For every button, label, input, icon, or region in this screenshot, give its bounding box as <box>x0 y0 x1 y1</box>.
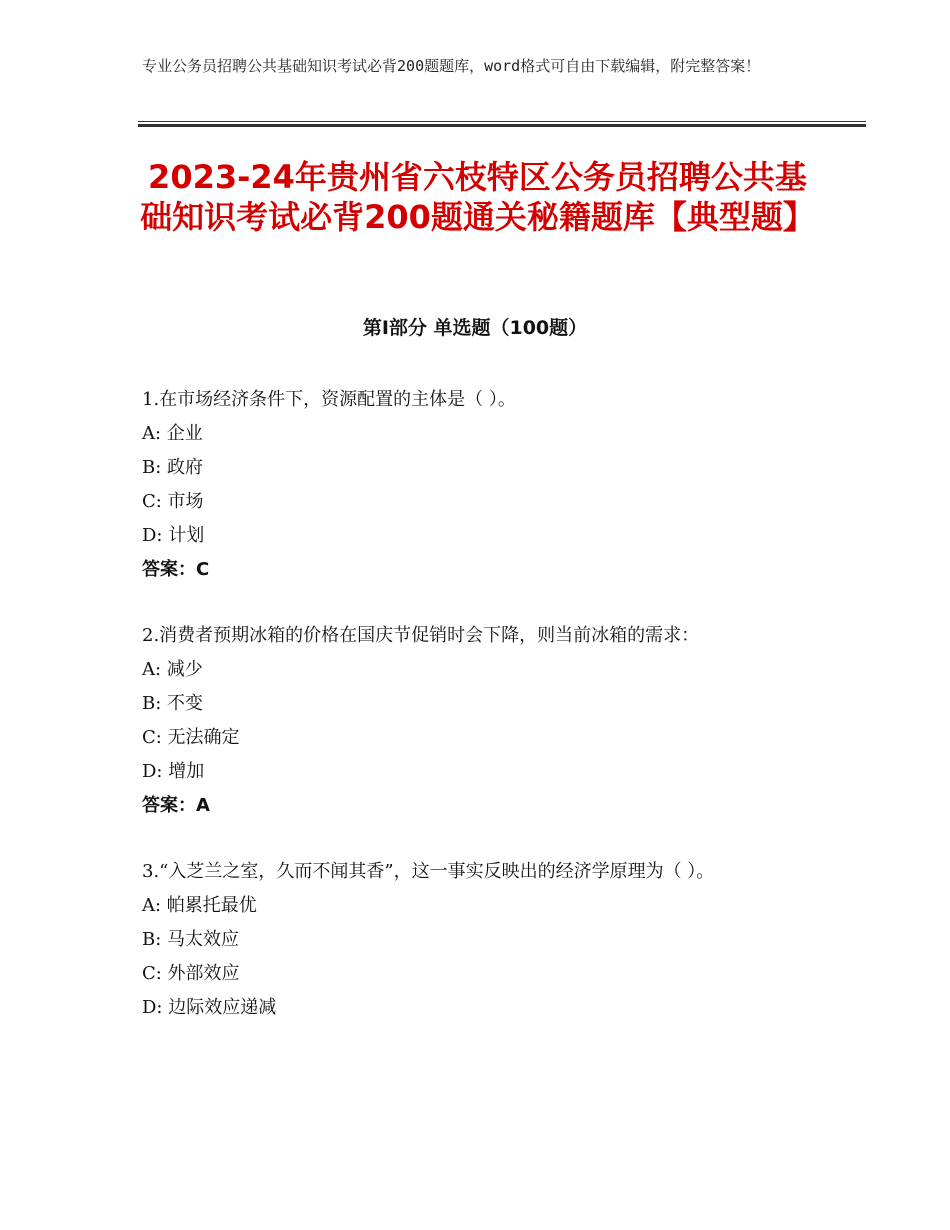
option-d: D: 增加 <box>142 761 205 782</box>
option-c: C: 外部效应 <box>142 963 240 984</box>
question-2 <box>142 619 812 823</box>
option-b: B: 不变 <box>142 693 204 714</box>
header-rule-thick <box>138 124 866 127</box>
section-title: 第Ⅰ部分 单选题（100题） <box>362 317 588 339</box>
question-stem: 1.在市场经济条件下，资源配置的主体是（ ）。 <box>142 389 516 410</box>
option-b: B: 马太效应 <box>142 929 240 950</box>
option-a: A: 企业 <box>142 423 203 444</box>
question-stem: 2.消费者预期冰箱的价格在国庆节促销时会下降，则当前冰箱的需求： <box>142 625 700 646</box>
question-1 <box>142 383 812 587</box>
document-title: 2023-24年贵州省六枝特区公务员招聘公共基础知识考试必背200题通关秘籍题库【典型题】 <box>140 158 815 236</box>
header-rule-thin <box>138 121 866 122</box>
option-c: C: 市场 <box>142 491 204 512</box>
option-c: C: 无法确定 <box>142 727 240 748</box>
question-3 <box>142 855 812 1025</box>
option-a: A: 减少 <box>142 659 203 680</box>
answer-text: 答案：C <box>142 559 210 580</box>
option-d: D: 计划 <box>142 525 205 546</box>
option-b: B: 政府 <box>142 457 204 478</box>
answer-text: 答案：A <box>142 795 210 816</box>
header-note: 专业公务员招聘公共基础知识考试必背200题题库，word格式可自由下载编辑，附完整答案！ <box>142 57 761 75</box>
question-list <box>142 383 812 1057</box>
question-stem: 3.“入芝兰之室，久而不闻其香”，这一事实反映出的经济学原理为（ ）。 <box>142 861 715 882</box>
option-d: D: 边际效应递减 <box>142 997 277 1018</box>
option-a: A: 帕累托最优 <box>142 895 257 916</box>
